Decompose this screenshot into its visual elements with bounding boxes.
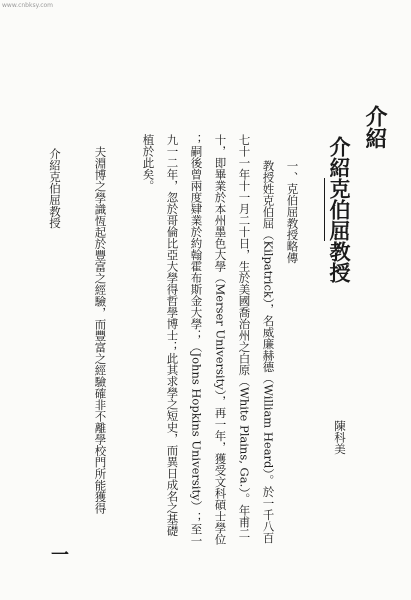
body-column: 教授姓克伯屈（Kilpatrick），名威廉赫德（William Heard）。於一千八百	[261, 160, 276, 544]
article-title-part-1: 介紹	[327, 136, 352, 178]
article-title-name: 克伯屈	[327, 178, 352, 241]
page-number: 一	[48, 545, 69, 563]
footer-title: 介紹克伯屈教授	[48, 148, 62, 229]
body-column: 十，即畢業於本州墨色大學（Merser University），再一年，獲受文科碩士學位	[213, 134, 228, 545]
body-column: 一、克伯屈教授略傳	[285, 160, 300, 264]
body-column: ；嗣後曾兩度肄業於約翰霍布斯金大學；（Johns Hopkins University）；至一	[189, 134, 204, 547]
body-column: 夫淵博之學識恆起於豐富之經驗，而豐富之經驗確非不離學校門所能獲得	[93, 146, 108, 514]
article-title	[324, 136, 354, 283]
body-column: 植於此矣。	[141, 134, 156, 192]
body-column: 九一二年，忽於哥倫比亞大學得哲學博士；此其求學之短史，而異日成名之基礎	[165, 134, 180, 537]
body-column: 七十一年十一月二十日，生於美國喬治州之白原（White Plains, Ga.）。年甫二	[237, 134, 252, 540]
article-title-part-2: 教授	[327, 241, 352, 283]
running-title: 介紹	[362, 105, 388, 149]
author-name: 陳科美	[333, 420, 347, 455]
edge-note: www.cnbksy.com	[2, 2, 54, 9]
